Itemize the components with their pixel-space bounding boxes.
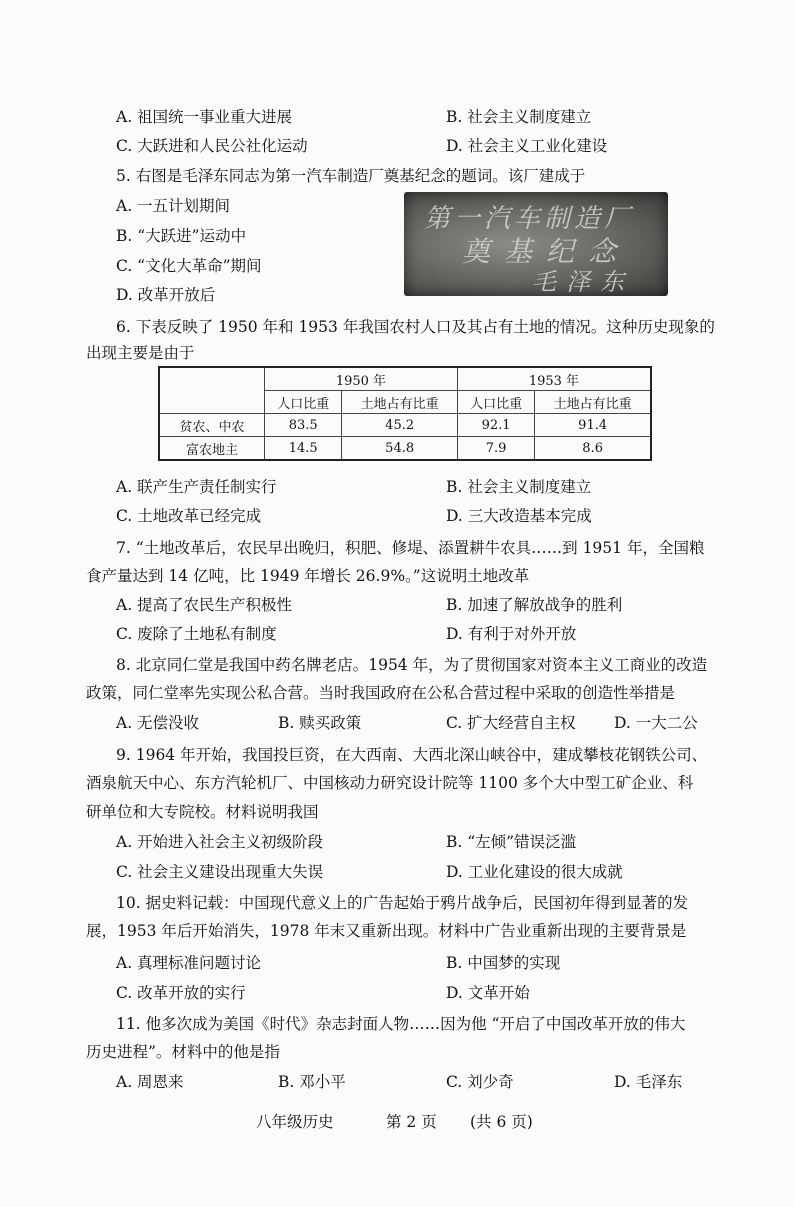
- footer-page-number: 第 2 页: [386, 1113, 437, 1131]
- q10-option-c: C. 改革开放的实行: [116, 984, 246, 1002]
- q10-stem-line2: 展，1953 年后开始消失，1978 年末又重新出现。材料中广告业重新出现的主要背景是: [86, 922, 687, 940]
- q4-option-a: A. 祖国统一事业重大进展: [116, 108, 293, 126]
- table-row: [159, 437, 651, 461]
- q10-option-b: B. 中国梦的实现: [446, 954, 561, 972]
- q7-option-d: D. 有利于对外开放: [446, 625, 577, 643]
- q6-stem-line2: 出现主要是由于: [86, 344, 195, 362]
- q10-option-a: A. 真理标准问题讨论: [116, 954, 262, 972]
- q9-option-b: B. “左倾”错误泛滥: [446, 833, 577, 851]
- q5-stem: 5. 右图是毛泽东同志为第一汽车制造厂奠基纪念的题词。该厂建成于: [116, 167, 586, 185]
- table-cell: 91.4: [535, 414, 651, 437]
- q8-option-d: D. 一大二公: [614, 714, 698, 732]
- table-cell: 7.9: [457, 437, 534, 461]
- q4-option-b: B. 社会主义制度建立: [446, 108, 592, 126]
- footer-subject: 八年级历史: [256, 1113, 334, 1131]
- table-cell: 45.2: [342, 414, 457, 437]
- q9-option-d: D. 工业化建设的很大成就: [446, 863, 623, 881]
- table-corner: [159, 367, 265, 414]
- q6-option-c: C. 土地改革已经完成: [116, 507, 262, 525]
- q8-stem-line2: 政策，同仁堂率先实现公私合营。当时我国政府在公私合营过程中采取的创造性举措是: [86, 684, 676, 702]
- table-row-label: 贫农、中农: [159, 414, 265, 437]
- q5-option-d: D. 改革开放后: [116, 286, 216, 304]
- q10-stem-line1: 10. 据史料记载：中国现代意义上的广告起始于鸦片战争后，民国初年得到显著的发: [116, 894, 689, 912]
- q4-option-c: C. 大跃进和人民公社化运动: [116, 137, 308, 155]
- q9-stem-line3: 研单位和大专院校。材料说明我国: [86, 803, 319, 821]
- q7-stem-line2: 食产量达到 14 亿吨，比 1949 年增长 26.9%。”这说明土地改革: [86, 567, 530, 585]
- q5-option-c: C. “文化大革命”期间: [116, 257, 262, 275]
- inscription-line-2: 奠基纪念: [462, 235, 631, 268]
- q6-option-b: B. 社会主义制度建立: [446, 478, 592, 496]
- table-subheader: 人口比重: [457, 391, 534, 414]
- table-cell: 8.6: [535, 437, 651, 461]
- q11-stem-line1: 11. 他多次成为美国《时代》杂志封面人物……因为他 “开启了中国改革开放的伟大: [116, 1015, 686, 1033]
- inscription-signature: 毛泽东: [532, 268, 634, 296]
- q7-option-c: C. 废除了土地私有制度: [116, 625, 277, 643]
- q8-option-a: A. 无偿没收: [116, 714, 200, 732]
- table-subheader: 人口比重: [265, 391, 342, 414]
- q7-option-b: B. 加速了解放战争的胜利: [446, 596, 623, 614]
- table-year-1953: 1953 年: [457, 367, 651, 391]
- table-cell: 83.5: [265, 414, 342, 437]
- q10-option-d: D. 文革开始: [446, 984, 530, 1002]
- table-row-label: 富农地主: [159, 437, 265, 461]
- q6-option-a: A. 联产生产责任制实行: [116, 478, 277, 496]
- inscription-photo: [404, 192, 668, 296]
- q11-option-a: A. 周恩来: [116, 1073, 184, 1091]
- table-cell: 14.5: [265, 437, 342, 461]
- table-cell: 54.8: [342, 437, 457, 461]
- table-subheader: 土地占有比重: [342, 391, 457, 414]
- q7-stem-line1: 7. “土地改革后，农民早出晚归，积肥、修堤、添置耕牛农具……到 1951 年，全国粮: [116, 539, 705, 557]
- q5-option-a: A. 一五计划期间: [116, 197, 231, 215]
- q7-option-a: A. 提高了农民生产积极性: [116, 596, 293, 614]
- q9-option-a: A. 开始进入社会主义初级阶段: [116, 833, 324, 851]
- footer-total-pages: (共 6 页): [470, 1113, 533, 1131]
- q9-stem-line2: 酒泉航天中心、东方汽轮机厂、中国核动力研究设计院等 1100 多个大中型工矿企业、科: [86, 774, 694, 792]
- q6-option-d: D. 三大改造基本完成: [446, 507, 592, 525]
- q6-stem-line1: 6. 下表反映了 1950 年和 1953 年我国农村人口及其占有土地的情况。这种历史现象的: [116, 318, 715, 336]
- table-row: [159, 414, 651, 437]
- q9-option-c: C. 社会主义建设出现重大失误: [116, 863, 324, 881]
- table-subheader: 土地占有比重: [535, 391, 651, 414]
- q8-stem-line1: 8. 北京同仁堂是我国中药名牌老店。1954 年，为了贯彻国家对资本主义工商业的改造: [116, 656, 708, 674]
- q8-option-b: B. 赎买政策: [278, 714, 362, 732]
- table-year-1950: 1950 年: [265, 367, 458, 391]
- q11-option-d: D. 毛泽东: [614, 1073, 683, 1091]
- population-land-table: [158, 366, 652, 461]
- q9-stem-line1: 9. 1964 年开始，我国投巨资，在大西南、大西北深山峡谷中，建成攀枝花钢铁公司、: [116, 746, 708, 764]
- q11-stem-line2: 历史进程”。材料中的他是指: [86, 1043, 280, 1061]
- q11-option-c: C. 刘少奇: [446, 1073, 514, 1091]
- q4-option-d: D. 社会主义工业化建设: [446, 137, 608, 155]
- table-cell: 92.1: [457, 414, 534, 437]
- inscription-line-1: 第一汽车制造厂: [424, 204, 635, 234]
- q5-option-b: B. “大跃进”运动中: [116, 227, 247, 245]
- q8-option-c: C. 扩大经营自主权: [446, 714, 576, 732]
- q11-option-b: B. 邓小平: [278, 1073, 346, 1091]
